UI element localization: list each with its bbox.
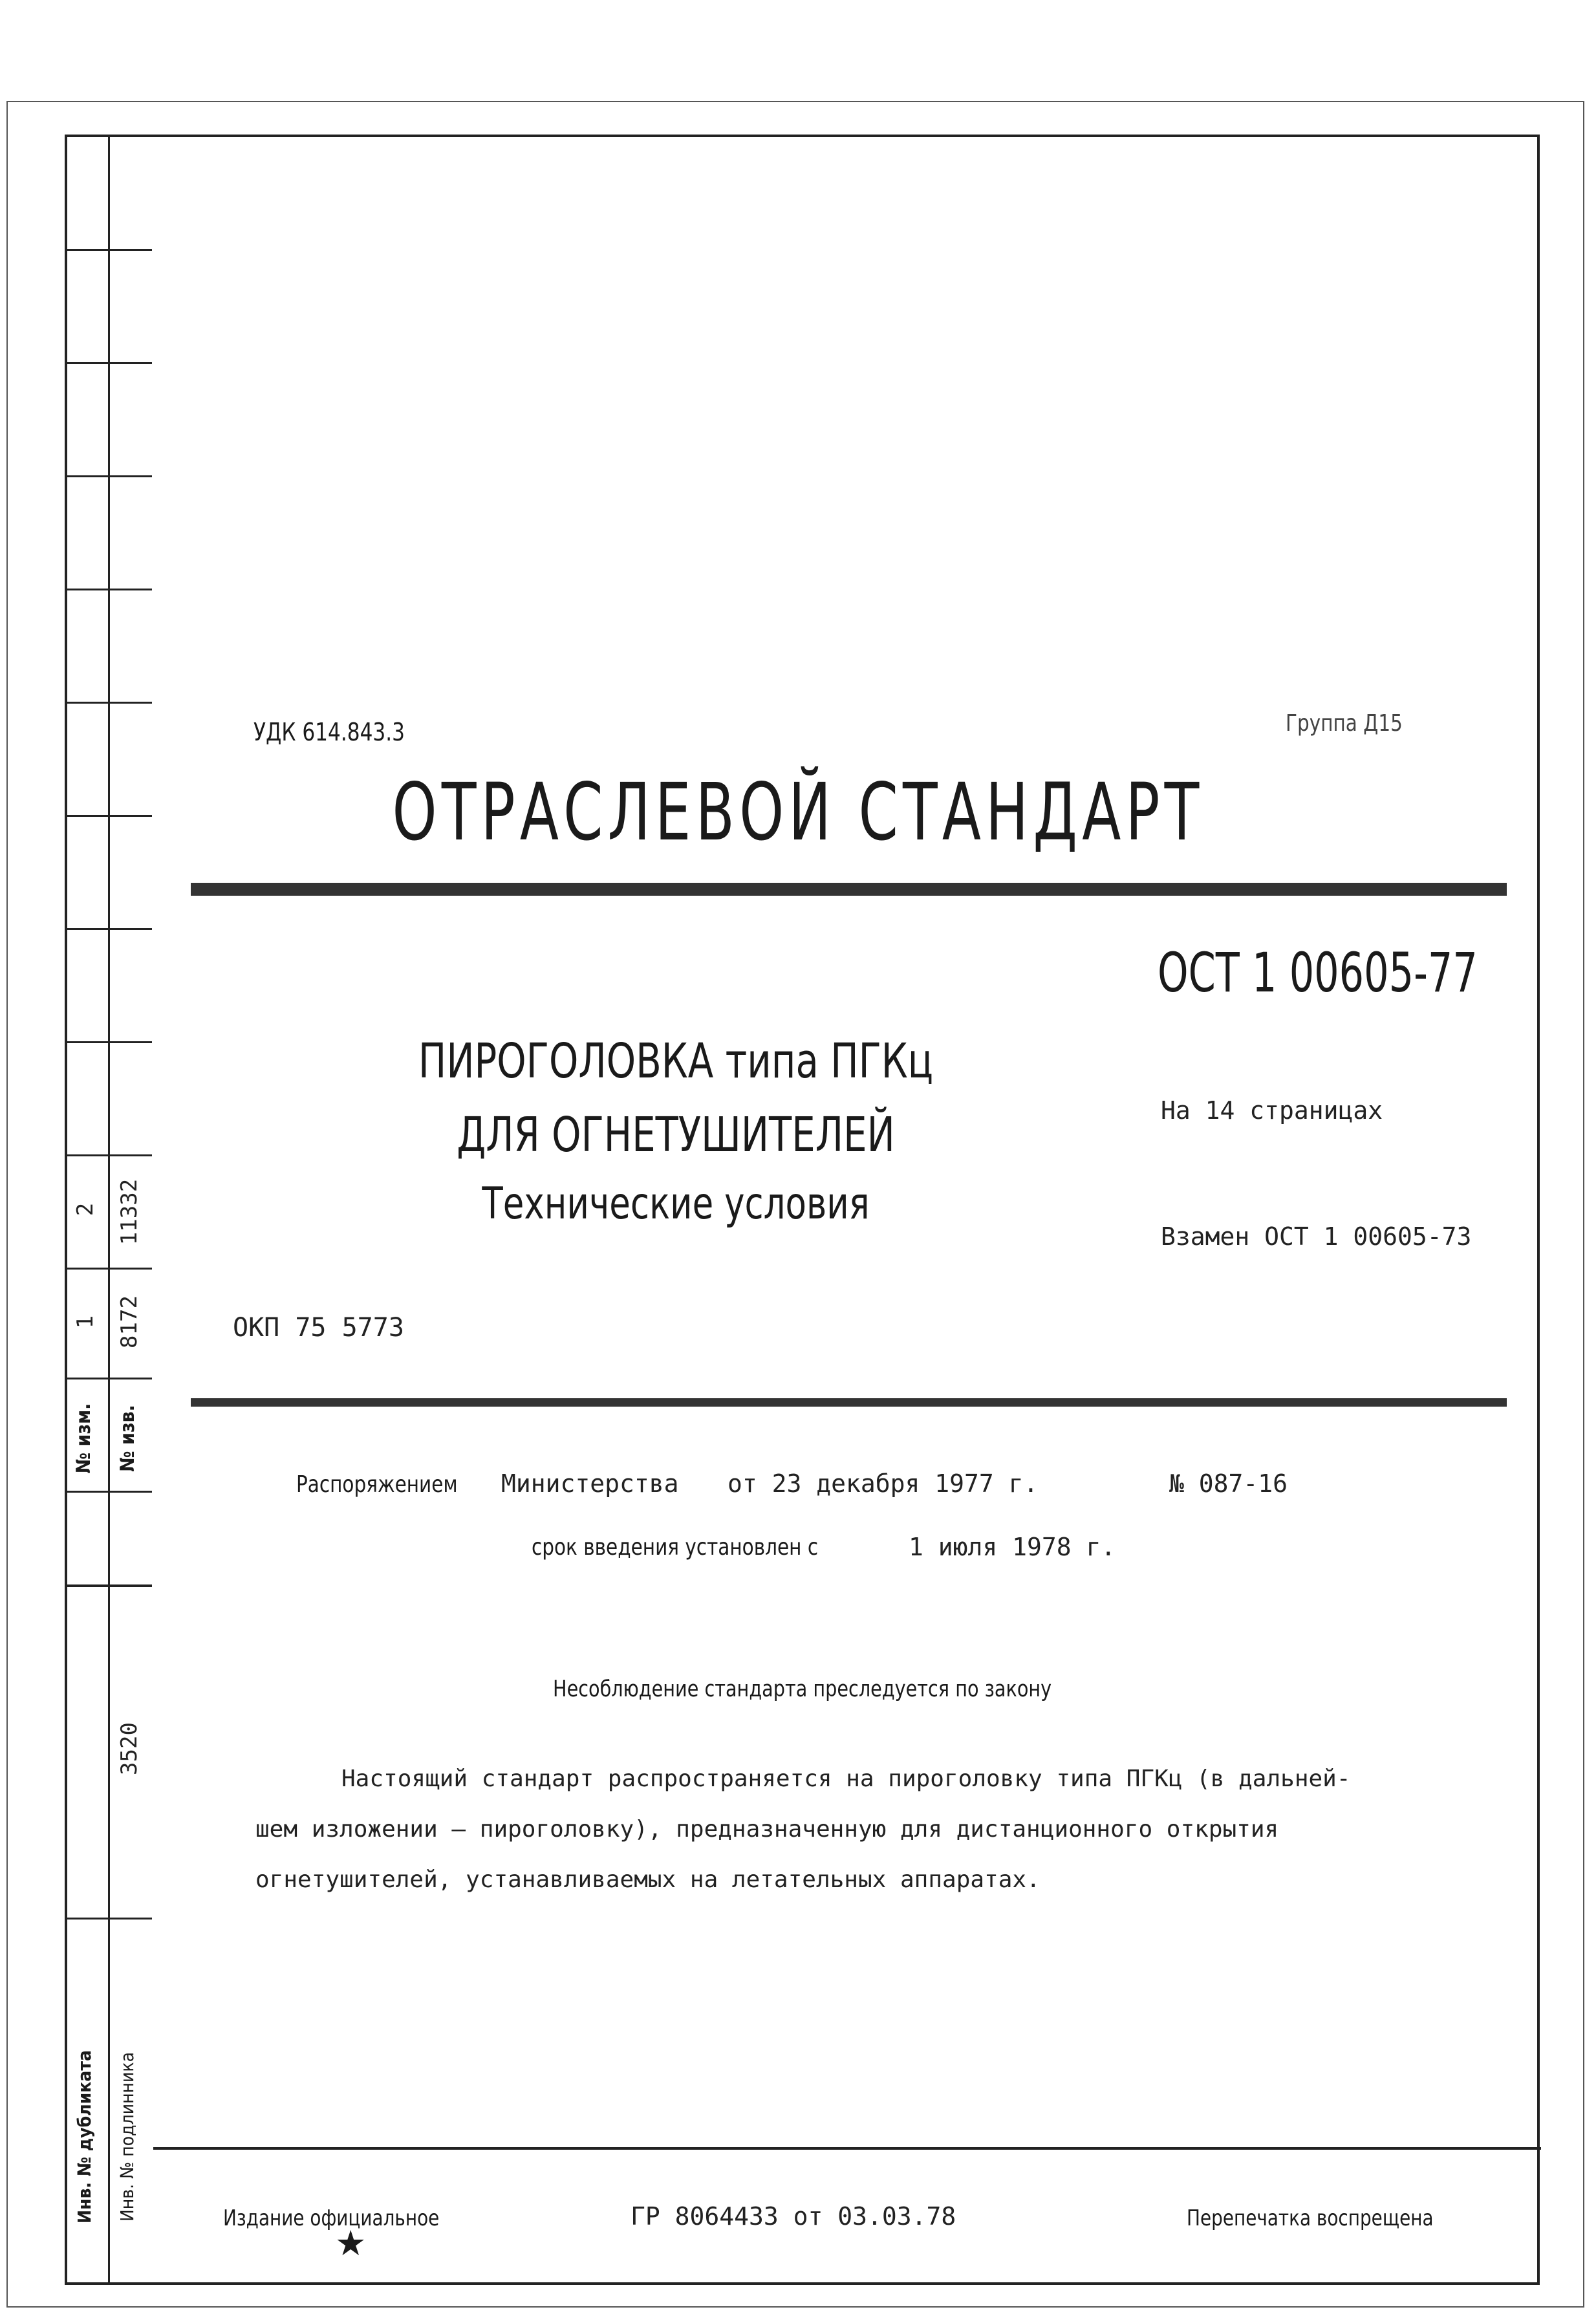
product-subtitle: Технические условия: [482, 1178, 870, 1229]
notice-number-label: № изв.: [116, 1405, 139, 1472]
duplicate-inventory-label: Инв. № дубликата: [74, 2050, 95, 2223]
document-title: ОТРАСЛЕВОЙ СТАНДАРТ: [392, 766, 1204, 858]
header-rule: [191, 883, 1507, 896]
footer-rule: [153, 2147, 1541, 2150]
body-line-3: огнетушителей, устанавливаемых на летательных аппаратах.: [255, 1866, 1041, 1893]
reprint-prohibited: Перепечатка воспрещена: [1187, 2205, 1434, 2231]
order-number: № 087-16: [1169, 1469, 1288, 1498]
product-title-line2: ДЛЯ ОГНЕТУШИТЕЛЕЙ: [457, 1107, 895, 1163]
original-inventory-label: Инв. № подлинника: [116, 2051, 138, 2222]
star-icon: ★: [335, 2223, 367, 2264]
udk-code: УДК 614.843.3: [253, 718, 405, 746]
product-title-line1: ПИРОГОЛОВКА типа ПГКц: [418, 1033, 934, 1089]
body-line-2: шем изложении – пироголовку), предназначенную для дистанционного открытия: [255, 1816, 1279, 1843]
official-edition: Издание официальное: [223, 2205, 440, 2231]
order-date: от 23 декабря 1977 г.: [728, 1469, 1039, 1498]
original-inventory-number: 3520: [116, 1722, 142, 1775]
effective-date: 1 июля 1978 г.: [909, 1533, 1116, 1561]
effective-label: срок введения установлен с: [532, 1534, 819, 1561]
mid-rule: [191, 1398, 1507, 1407]
okp-code: ОКП 75 5773: [233, 1313, 404, 1343]
page-count: На 14 страницах: [1161, 1096, 1383, 1125]
standard-number: ОСТ 1 00605-77: [1158, 941, 1478, 1004]
change-number-label: № изм.: [72, 1403, 95, 1474]
group-code: Группа Д15: [1286, 710, 1403, 737]
compliance-warning: Несоблюдение стандарта преследуется по закону: [553, 1676, 1052, 1702]
order-ministry: Министерства: [501, 1469, 679, 1498]
replaces-standard: Взамен ОСТ 1 00605-73: [1161, 1222, 1472, 1251]
registration-number: ГР 8064433 от 03.03.78: [631, 2202, 956, 2231]
notice-1: 8172: [116, 1295, 142, 1348]
change-2: 2: [72, 1202, 98, 1216]
body-line-1: Настоящий стандарт распространяется на пироголовку типа ПГКц (в дальней-: [341, 1766, 1351, 1792]
change-1: 1: [72, 1315, 98, 1329]
notice-2: 11332: [116, 1178, 142, 1246]
order-label: Распоряжением: [296, 1471, 458, 1498]
